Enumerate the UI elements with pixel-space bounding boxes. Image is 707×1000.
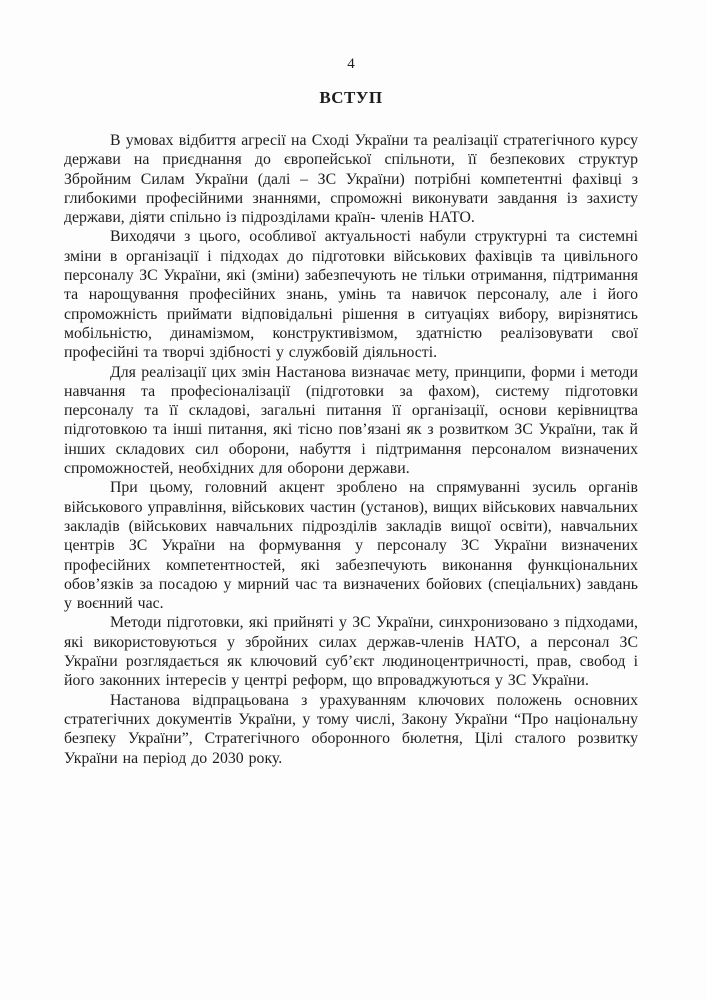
page-title: ВСТУП [319,88,383,107]
paragraph-6: Настанова відпрацьована з урахуванням ключових положень основних стратегічних документів України, у тому числі, Закону України “Про національну безпеку України”, Стратегічного оборонного бюлетня, Цілі сталого розвитку України на період до 2030 року. [64,691,638,767]
paragraph-3: Для реалізації цих змін Настанова визначає мету, принципи, форми і методи навчання та професіоналізації (підготовки за фахом), систему підготовки персоналу та її складові, загальні питання її організації, основи керівництва підготовкою та інші питання, які тісно пов’язані як з розвитком ЗС України, так й інших складових сил оборони, набуття і підтримання персоналом визначених спроможностей, необхідних для оборони держави. [64,363,638,478]
paragraph-4: При цьому, головний акцент зроблено на спрямуванні зусиль органів військового управління, військових частин (установ), вищих військових навчальних закладів (військових навчальних підрозділів закладів вищої освіти), навчальних центрів ЗС України на формування у персоналу ЗС України визначених професійних компетентностей, які забезпечують виконання функціональних обов’язків за посадою у мирний час та визначених бойових (спеціальних) завдань у воєнний час. [64,479,638,613]
paragraph-5: Методи підготовки, які прийняті у ЗС України, синхронизовано з підходами, які використовуються у збройних силах держав-членів НАТО, а персонал ЗС України розглядається як ключовий суб’єкт людиноцентричності, прав, свобод і його законних інтересів у центрі реформ, що впроваджуються у ЗС України. [64,614,638,690]
document-body [64,131,638,768]
paragraph-1: В умовах відбиття агресії на Сході України та реалізації стратегічного курсу держави на приєднання до європейської спільноти, її безпекових структур Збройним Силам України (далі – ЗС України) потрібні компетентні фахівці з глибокими професійними знаннями, спроможні виконувати завдання із захисту держави, діяти спільно із підрозділами країн- членів НАТО. [64,132,638,227]
paragraph-2: Виходячи з цього, особливої актуальності набули структурні та системні зміни в організації і підходах до підготовки військових фахівців та цивільного персоналу ЗС України, які (зміни) забезпечують не тільки отримання, підтримання та нарощування професійних знань, умінь та навичок персоналу, але і його спроможність приймати відповідальні рішення в ситуаціях вибору, вирізнятись мобільністю, динамізмом, конструктивізмом, здатністю реалізовувати свої професійні та творчі здібності у службовій діяльності. [64,228,638,362]
page-number: 4 [347,56,355,72]
